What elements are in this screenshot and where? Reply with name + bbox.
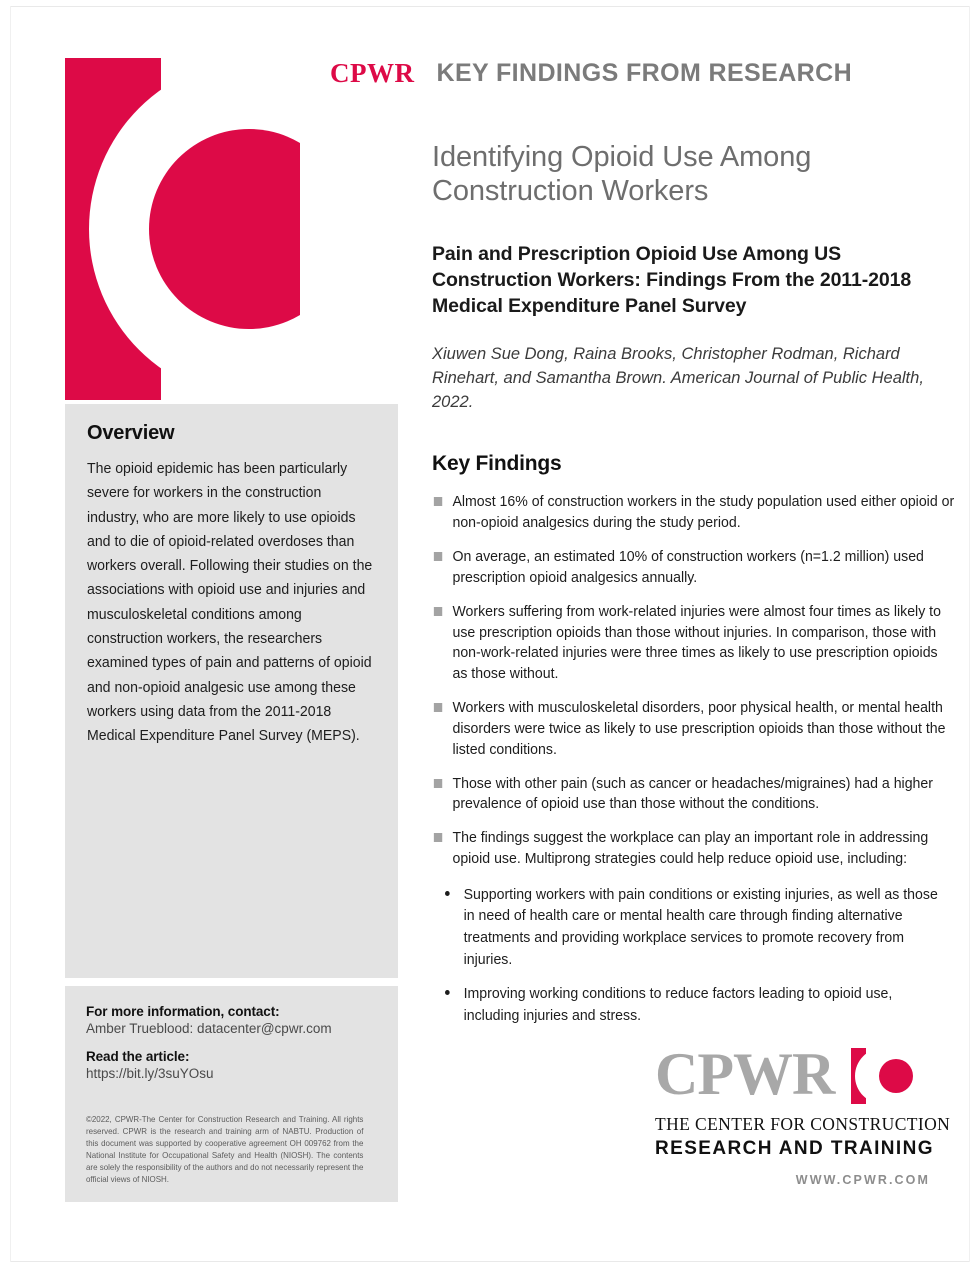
key-finding-item [432,547,955,589]
key-findings-heading: Key Findings [432,452,562,476]
key-finding-text: Those with other pain (such as cancer or headaches/migraines) had a higher prevalence of opioid use than those without the conditions. [452,774,933,813]
cpwr-footer-logo [655,1041,951,1193]
key-finding-item [432,492,955,534]
read-article-link[interactable]: https://bit.ly/3suYOsu [86,1066,214,1081]
page-border-right [969,6,970,1262]
footer-logo-wordmark: CPWR [655,1041,835,1107]
brand-mark-clip [65,58,300,400]
overview-panel [65,404,398,978]
key-finding-sub-text: Supporting workers with pain conditions or existing injuries, as well as those in need of health care or mental health care through finding alternative treatments and providing workplace services to promote recovery from injuries. [463,885,938,968]
key-finding-text: Almost 16% of construction workers in the study population used either opioid or non-opioid analgesics during the study period. [452,493,955,532]
key-findings-sub-list [432,884,938,1026]
round-bullet-icon [445,990,450,995]
header-cpwr-logotype: CPWR [330,57,415,88]
square-bullet-icon [434,552,442,561]
page-border-left [10,6,11,1262]
key-finding-item [432,698,955,760]
contact-panel [65,986,398,1202]
key-finding-text: The findings suggest the workplace can play an important role in addressing opioid use. Multiprong strategies could help reduce opioid use, including: [452,829,929,868]
read-article-label: Read the article: [86,1049,190,1064]
footer-mark-clip [851,1048,929,1104]
page-border-top [10,6,970,7]
key-finding-sub-text: Improving working conditions to reduce factors leading to opioid use, including injuries and stress. [463,985,893,1024]
page-border-bottom [10,1261,970,1262]
key-finding-item [432,828,955,870]
paper-title: Pain and Prescription Opioid Use Among US Construction Workers: Findings From the 2011-2018 Medical Expenditure Panel Survey [432,243,912,318]
main-content-column [432,140,955,1039]
page-header [330,55,930,91]
key-finding-sub-item [432,983,947,1026]
overview-heading: Overview [87,422,175,444]
key-finding-text: Workers with musculoskeletal disorders, poor physical health, or mental health disorders were twice as likely to use prescription opioids than those without the listed conditions. [452,699,946,758]
footer-mark-circle [879,1059,913,1093]
footer-logo-mark-graphic [851,1048,929,1104]
key-findings-list [432,492,955,869]
contact-email-value[interactable]: Amber Trueblood: datacenter@cpwr.com [86,1021,332,1036]
key-finding-sub-item [432,884,947,970]
footer-tagline-secondary: RESEARCH AND TRAINING [655,1138,934,1159]
overview-panel-inner [65,404,398,749]
square-bullet-icon [434,607,442,616]
square-bullet-icon [434,779,442,788]
square-bullet-icon [434,703,442,712]
document-title: Identifying Opioid Use Among Construction Workers [432,141,812,208]
header-series-title: KEY FINDINGS FROM RESEARCH [436,58,853,87]
key-finding-item [432,774,955,816]
square-bullet-icon [434,833,442,842]
footer-website-url[interactable]: WWW.CPWR.COM [795,1173,930,1187]
key-finding-text: On average, an estimated 10% of construction workers (n=1.2 million) used prescription opioid analgesics annually. [452,548,924,586]
key-finding-text: Workers suffering from work-related injuries were almost four times as likely to use prescription opioids than those without injuries. In comparison, those with non-work-related injuries were three times as likely to use prescription opioids as those without. [452,602,941,683]
contact-info-label: For more information, contact: [86,1004,280,1019]
overview-body-text: The opioid epidemic has been particularly severe for workers in the construction industry, who are more likely to use opioids and to die of opioid-related overdoses than workers overall. Following their studies on the associations with opioid use and injuries and musculoskeletal conditions among construction workers, the researchers examined types of pain and patterns of opioid and non-opioid analgesic use among these workers using data from the 2011-2018 Medical Expenditure Panel Survey (MEPS). [87,460,373,745]
key-finding-item [432,602,955,685]
contact-panel-inner [65,986,398,1081]
cpwr-brand-mark-graphic [65,58,300,400]
square-bullet-icon [434,497,442,506]
round-bullet-icon [445,891,450,896]
copyright-notice: ©2022, CPWR-The Center for Construction Research and Training. All rights reserved. CPWR is the research and training arm of NABTU. Production of this document was supported by cooperative agreement OH 009762 from the National Institute for Occupational Safety and Health (NIOSH). The contents are solely the responsibility of the authors and do not necessarily represent the official views of NIOSH. [86,1114,364,1184]
paper-citation: Xiuwen Sue Dong, Raina Brooks, Christopher Rodman, Richard Rinehart, and Samantha Brown. American Journal of Public Health, 2022. [432,345,924,412]
footer-logo-row [655,1041,930,1110]
footer-tagline-primary: THE CENTER FOR CONSTRUCTION [655,1114,951,1134]
